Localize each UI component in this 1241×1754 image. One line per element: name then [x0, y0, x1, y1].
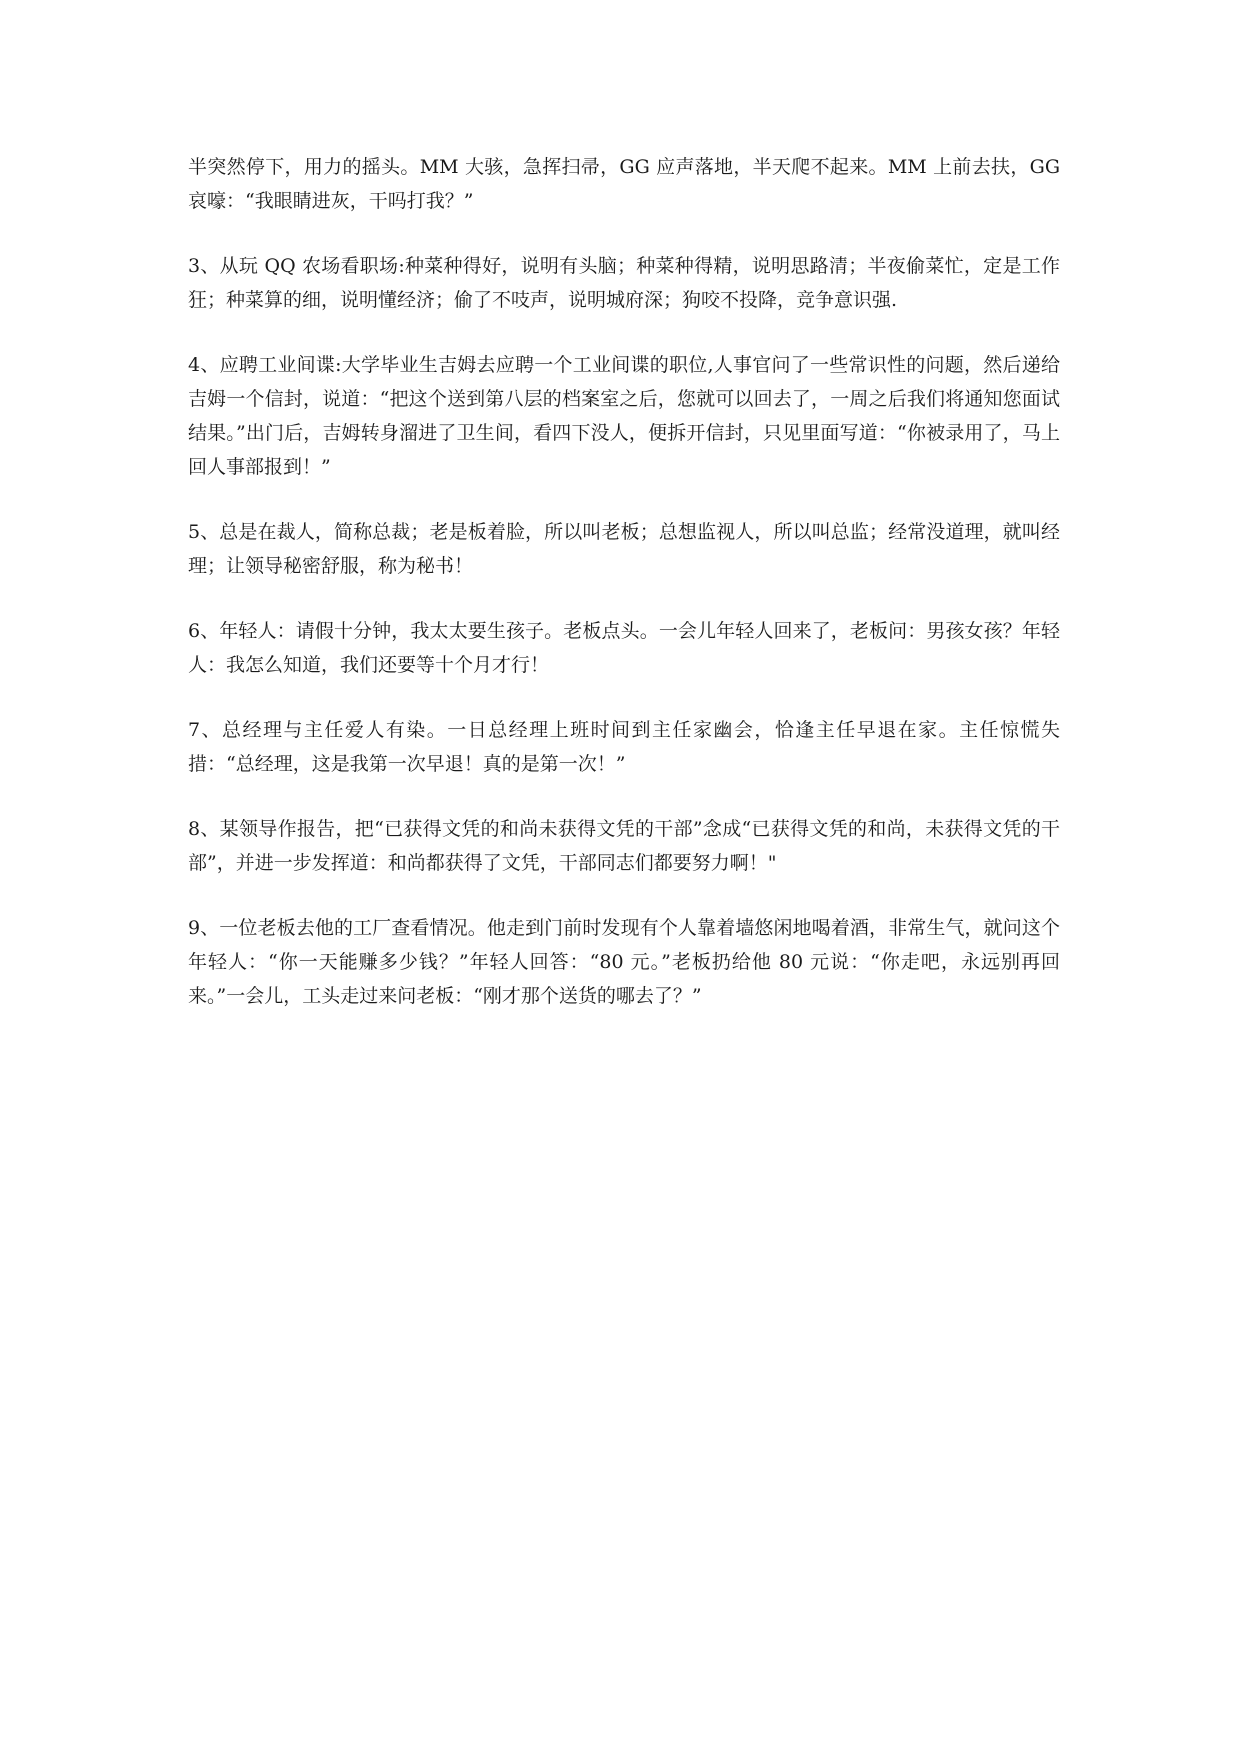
- paragraph-7: 7、总经理与主任爱人有染。一日总经理上班时间到主任家幽会，恰逢主任早退在家。主任惊慌失措：“总经理，这是我第一次早退！真的是第一次！”: [188, 719, 1060, 775]
- paragraph-8: 8、某领导作报告，把“已获得文凭的和尚未获得文凭的干部”念成“已获得文凭的和尚，未获得文凭的干部”，并进一步发挥道：和尚都获得了文凭，干部同志们都要努力啊！": [188, 818, 1060, 874]
- paragraph-4: 4、应聘工业间谍:大学毕业生吉姆去应聘一个工业间谍的职位,人事官问了一些常识性的问题，然后递给吉姆一个信封，说道：“把这个送到第八层的档案室之后，您就可以回去了，一周之后我们将通知您面试结果。”出门后，吉姆转身溜进了卫生间，看四下没人，便拆开信封，只见里面写道：“你被录用了，马上回人事部报到！”: [188, 354, 1060, 478]
- paragraph-6: 6、年轻人：请假十分钟，我太太要生孩子。老板点头。一会儿年轻人回来了，老板问：男孩女孩？年轻人：我怎么知道，我们还要等十个月才行！: [188, 620, 1060, 676]
- paragraph-continuation: 半突然停下，用力的摇头。MM 大骇，急挥扫帚，GG 应声落地，半天爬不起来。MM 上前去扶，GG 哀嚎：“我眼睛进灰，干吗打我？”: [188, 156, 1060, 212]
- paragraph-9: 9、一位老板去他的工厂查看情况。他走到门前时发现有个人靠着墙悠闲地喝着酒，非常生气，就问这个年轻人：“你一天能赚多少钱？”年轻人回答：“80 元。”老板扔给他 80 元说：“你走吧，永远别再回来。”一会儿，工头走过来问老板：“刚才那个送货的哪去了？”: [188, 917, 1060, 1007]
- paragraph-3: 3、从玩 QQ 农场看职场:种菜种得好，说明有头脑；种菜种得精，说明思路清；半夜偷菜忙，定是工作狂；种菜算的细，说明懂经济；偷了不吱声，说明城府深；狗咬不投降，竞争意识强.: [188, 255, 1060, 311]
- paragraph-5: 5、总是在裁人，简称总裁；老是板着脸，所以叫老板；总想监视人，所以叫总监；经常没道理，就叫经理；让领导秘密舒服，称为秘书！: [188, 521, 1060, 577]
- document-body: [188, 150, 1060, 1044]
